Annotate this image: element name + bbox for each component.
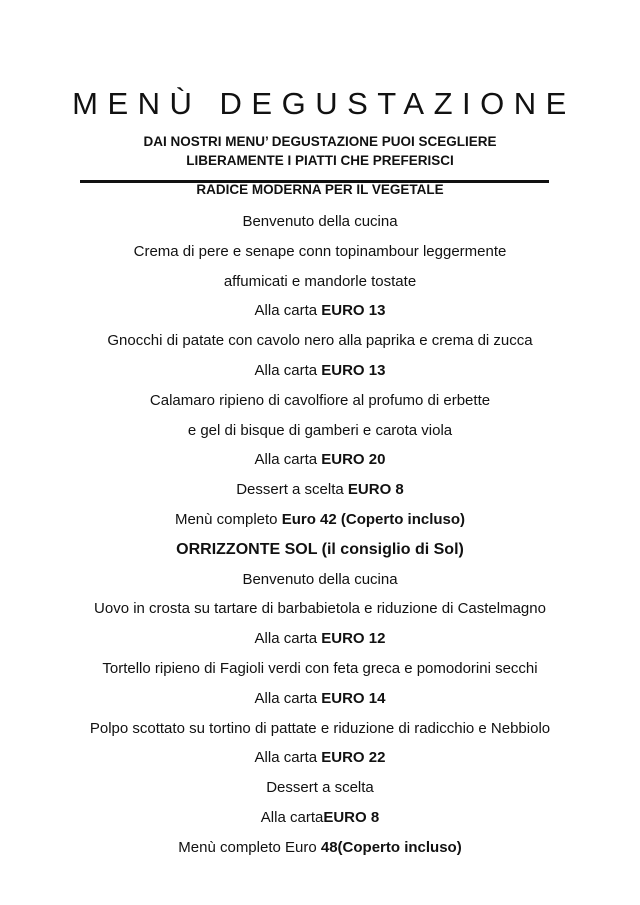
menu-text: affumicati e mandorle tostate [223,272,417,290]
menu-line [0,356,640,386]
menu-line [0,654,640,684]
menu-text: Benvenuto della cucina [242,570,398,588]
menu-line [0,833,640,863]
menu-text: Menù completo Euro [178,838,321,856]
menu-line [0,773,640,803]
menu-text: Dessert a scelta [266,779,374,797]
menu-text: Polpo scottato su tortino di pattate e riduzione di radicchio e Nebbiolo [89,719,551,737]
menu-text-bold: EURO 13 [321,302,386,320]
menu-text-bold: EURO 13 [321,361,386,379]
menu-text: Benvenuto della cucina [242,213,398,230]
menu-text-bold: RADICE MODERNA PER IL VEGETALE [196,182,444,197]
menu-text: Alla carta [260,808,324,826]
menu-text-bold: EURO 20 [321,451,386,469]
menu-text-bold: Euro 42 (Coperto incluso) [281,510,466,528]
menu-text: Crema di pere e senape conn topinambour leggermente [133,242,507,260]
menu-text: Alla carta [254,451,322,469]
section-heading-orrizzonte [0,535,640,565]
menu-line [0,207,640,237]
menu-line [0,475,640,505]
menu-text: Gnocchi di patate con cavolo nero alla paprika e crema di zucca [107,332,533,350]
menu-line [0,237,640,267]
menu-line [0,386,640,416]
page-title: MENÙ DEGUSTAZIONE [72,86,576,121]
menu-text: Alla carta [254,361,322,379]
menu-text-bold: EURO 14 [321,689,386,707]
section-heading-radice [0,180,640,200]
menu-text-bold: EURO 8 [347,481,404,499]
menu-text: Tortello ripieno di Fagioli verdi con feta greca e pomodorini secchi [102,659,538,677]
menu-line [0,296,640,326]
subtitle-line-2: LIBERAMENTE I PIATTI CHE PREFERISCI [186,153,454,168]
menu-list [0,180,640,863]
menu-line [0,594,640,624]
menu-text-bold: EURO 22 [321,749,386,767]
menu-line [0,714,640,744]
menu-text-bold: ORRIZZONTE SOL (il consiglio di Sol) [176,540,464,558]
menu-line [0,445,640,475]
menu-text: Uovo in crosta su tartare di barbabietola e riduzione di Castelmagno [94,600,546,618]
menu-line [0,803,640,833]
menu-line [0,565,640,595]
menu-text: Alla carta [254,689,322,707]
menu-text: Alla carta [254,302,322,320]
menu-line [0,416,640,446]
menu-text: Alla carta [254,630,322,648]
menu-text-bold: 48(Coperto incluso) [320,838,462,856]
menu-line [0,505,640,535]
subtitle-line-1: DAI NOSTRI MENU’ DEGUSTAZIONE PUOI SCEGLIERE [143,134,497,149]
menu-line [0,684,640,714]
menu-line [0,267,640,297]
menu-text: Calamaro ripieno di cavolfiore al profumo di erbette [149,391,491,409]
menu-text: Dessert a scelta [236,481,348,499]
menu-text-bold: EURO 8 [323,808,380,826]
menu-text: Menù completo [174,510,282,528]
menu-line [0,743,640,773]
menu-text-bold: EURO 12 [321,630,386,648]
menu-text: Alla carta [254,749,322,767]
menu-line [0,326,640,356]
menu-line [0,624,640,654]
menu-text: e gel di bisque di gamberi e carota viola [187,421,453,439]
